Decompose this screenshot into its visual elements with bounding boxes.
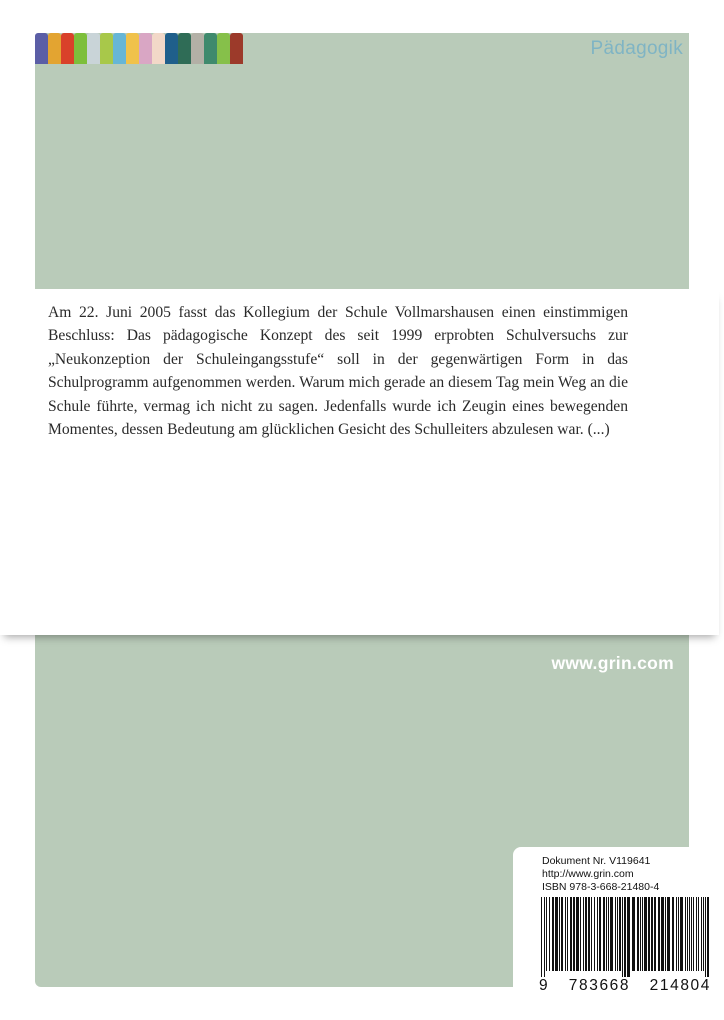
color-tab [113, 33, 126, 64]
barcode-bar [648, 897, 650, 971]
barcode-bar [691, 897, 692, 971]
document-number: Dokument Nr. V119641 [542, 855, 651, 867]
barcode-bar [559, 897, 560, 971]
color-tab [74, 33, 87, 64]
barcode-bar [594, 897, 595, 971]
color-tab [35, 33, 48, 64]
barcode-bar [561, 897, 563, 971]
barcode-bar [597, 897, 598, 971]
barcode-bar [555, 897, 558, 971]
isbn-number: ISBN 978-3-668-21480-4 [542, 881, 660, 893]
blurb-text: Am 22. Juni 2005 fasst das Kollegium der Schule Vollmarshausen einen einstimmigen Beschluss: Das pädagogische Konzept des seit 1999 erprobten Schulversuchs zur „Neukonzeption der Schuleingangsstufe“ soll in der gegenwärtigen Form in das Schulprogramm aufgenommen werden. Warum mich gerade an diesem Tag mein Weg an die Schule führte, vermag ich nicht zu sagen. Jedenfalls wurde ich Zeugin eines bewegenden Momentes, dessen Bedeutung am glücklichen Gesicht des Schulleiters abzulesen war. (...) [48, 304, 628, 439]
barcode-bar [546, 897, 547, 971]
barcode-digit-group-2: 214804 [649, 977, 711, 994]
barcode-bar [689, 897, 690, 971]
blurb-panel [0, 289, 719, 635]
barcode-bar [658, 897, 660, 971]
color-tab [87, 33, 100, 64]
barcode-bar [576, 897, 579, 971]
barcode-bar [703, 897, 704, 971]
barcode-bar [678, 897, 679, 971]
barcode-bar [617, 897, 618, 971]
color-tab [230, 33, 243, 64]
barcode-bar [676, 897, 677, 971]
barcode-bar [570, 897, 572, 971]
color-tab [191, 33, 204, 64]
barcode-bar [573, 897, 575, 971]
isbn-meta [542, 855, 659, 894]
barcode-bar [687, 897, 688, 971]
barcode-bar [667, 897, 670, 971]
barcode-bar [627, 897, 630, 977]
barcode-bar [644, 897, 647, 971]
barcode-bar [705, 897, 706, 977]
barcode-digit-lead: 9 [539, 977, 550, 994]
barcode-digit-group-1: 783668 [568, 977, 631, 994]
color-tab [100, 33, 113, 64]
barcode-bar [544, 897, 545, 977]
barcode-bar [661, 897, 664, 971]
barcode-bar [672, 897, 674, 971]
barcode-bar [583, 897, 584, 971]
barcode-bar [619, 897, 621, 971]
barcode-bar [567, 897, 568, 971]
barcode-bar [565, 897, 566, 971]
color-tab [48, 33, 61, 64]
website-label: www.grin.com [551, 653, 674, 673]
barcode [539, 897, 711, 977]
barcode-bar [599, 897, 601, 971]
color-tab [126, 33, 139, 64]
barcode-bar [680, 897, 683, 971]
barcode-bar [696, 897, 697, 971]
color-tab [61, 33, 74, 64]
barcode-bar [651, 897, 653, 971]
barcode-bar [591, 897, 592, 971]
barcode-bar [665, 897, 666, 971]
barcode-bar [603, 897, 605, 971]
isbn-box [513, 847, 724, 1005]
barcode-bar [707, 897, 709, 977]
barcode-bar [608, 897, 609, 971]
barcode-bar [541, 897, 542, 977]
barcode-bar [637, 897, 639, 971]
color-tab [178, 33, 191, 64]
barcode-bar [654, 897, 656, 971]
color-tab [152, 33, 165, 64]
barcode-bar [580, 897, 581, 971]
barcode-bar [588, 897, 590, 971]
barcode-bar [552, 897, 554, 971]
barcode-bar [549, 897, 550, 971]
color-tab [165, 33, 178, 64]
barcode-bar [610, 897, 613, 971]
barcode-bar [640, 897, 641, 971]
barcode-bar [701, 897, 702, 971]
color-tab [217, 33, 230, 64]
color-tabs-strip [35, 33, 243, 64]
barcode-bar [585, 897, 587, 971]
barcode-bar [685, 897, 686, 971]
category-label: Pädagogik [590, 38, 683, 59]
barcode-bar [624, 897, 626, 977]
barcode-bar [642, 897, 643, 971]
color-tab [204, 33, 217, 64]
color-tab [139, 33, 152, 64]
publisher-url: http://www.grin.com [542, 868, 634, 880]
barcode-bar [698, 897, 699, 971]
barcode-bar [632, 897, 635, 971]
barcode-bar [693, 897, 694, 971]
barcode-digits [539, 977, 711, 995]
barcode-bar [622, 897, 623, 977]
barcode-bar [606, 897, 607, 971]
barcode-bar [615, 897, 616, 971]
